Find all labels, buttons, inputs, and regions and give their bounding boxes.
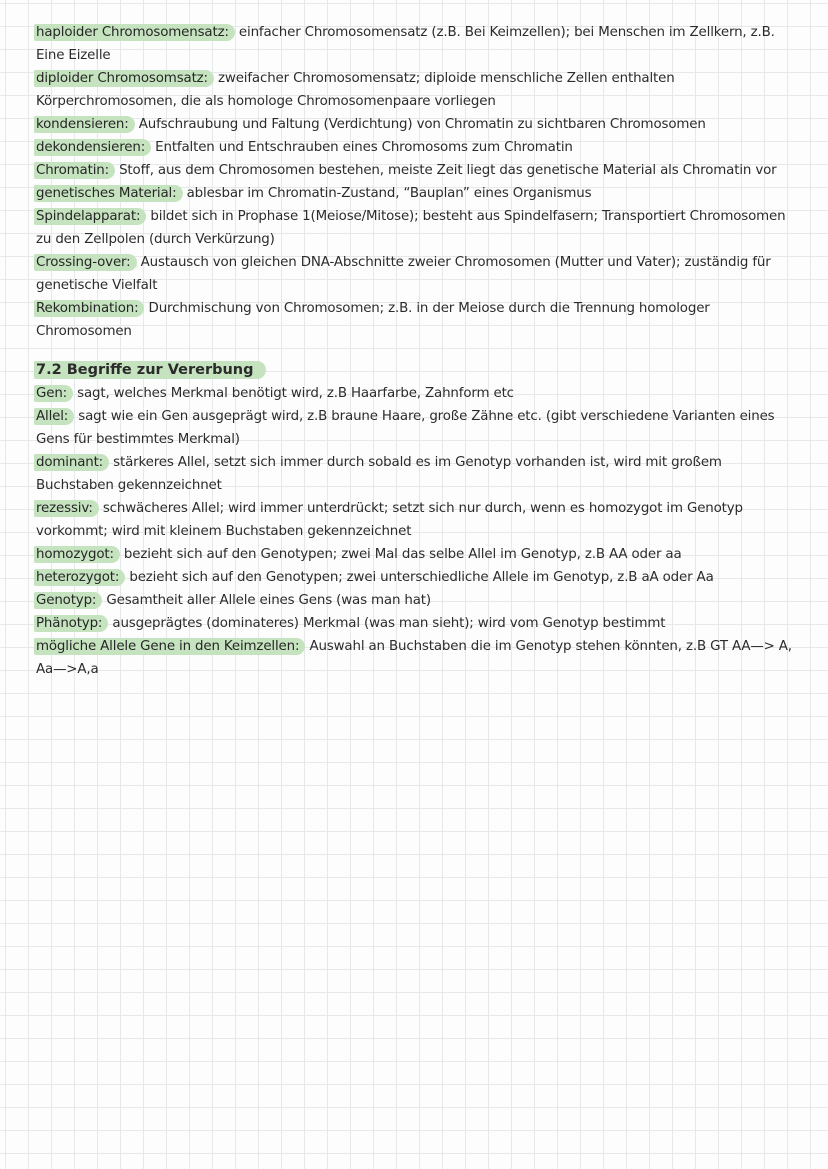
definition-text: Gesamtheit aller Allele eines Gens (was man hat) — [102, 593, 431, 608]
definition-rekombination — [36, 297, 798, 343]
definition-text: schwächeres Allel; wird immer unterdrückt; setzt sich nur durch, wenn es homozygot im Genotyp vorkommt; wird mit kleinem Buchstaben gekennzeichnet — [36, 501, 743, 539]
section-title-highlight: 7.2 Begriffe zur Vererbung — [34, 361, 266, 379]
definition-allel — [36, 405, 798, 451]
definition-dominant — [36, 451, 798, 497]
term-highlight: genetisches Material: — [34, 185, 183, 202]
definition-text: zweifacher Chromosomensatz; diploide menschliche Zellen enthalten Körperchromosomen, die als homologe Chromosomenpaare vorliegen — [36, 71, 675, 109]
definition-text: Stoff, aus dem Chromosomen bestehen, meiste Zeit liegt das genetische Material als Chromatin vor — [114, 163, 777, 178]
term-highlight: Crossing-over: — [34, 254, 137, 271]
definition-text: Auswahl an Buchstaben die im Genotyp stehen könnten, z.B GT AA—> A, Aa—>A,a — [36, 639, 792, 677]
definition-chromatin — [36, 159, 798, 182]
term-highlight: diploider Chromosomsatz: — [34, 70, 214, 87]
definition-phaenotyp — [36, 612, 798, 635]
definitions-block-inheritance — [36, 382, 798, 681]
definition-text: Durchmischung von Chromosomen; z.B. in der Meiose durch die Trennung homologer Chromosomen — [36, 301, 710, 339]
definition-text: ablesbar im Chromatin-Zustand, “Bauplan” eines Organismus — [182, 186, 592, 201]
term-highlight: Allel: — [34, 408, 74, 425]
definition-gen — [36, 382, 798, 405]
definition-text: Austausch von gleichen DNA-Abschnitte zweier Chromosomen (Mutter und Vater); zuständig für genetische Vielfalt — [36, 255, 771, 293]
definition-heterozygot — [36, 566, 798, 589]
term-highlight: Phänotyp: — [34, 615, 108, 632]
term-highlight: Gen: — [34, 385, 73, 402]
definition-moegliche-allele — [36, 635, 798, 681]
definition-spindelapparat — [36, 205, 798, 251]
term-highlight: Chromatin: — [34, 162, 115, 179]
term-highlight: mögliche Allele Gene in den Keimzellen: — [34, 638, 305, 655]
definition-text: stärkeres Allel, setzt sich immer durch sobald es im Genotyp vorhanden ist, wird mit großem Buchstaben gekennzeichnet — [36, 455, 722, 493]
definition-text: sagt, welches Merkmal benötigt wird, z.B Haarfarbe, Zahnform etc — [73, 386, 514, 401]
definition-genotyp — [36, 589, 798, 612]
definition-text: bezieht sich auf den Genotypen; zwei Mal das selbe Allel im Genotyp, z.B AA oder aa — [119, 547, 682, 562]
definition-crossing-over — [36, 251, 798, 297]
definition-haploid — [36, 21, 798, 67]
term-highlight: kondensieren: — [34, 116, 135, 133]
term-highlight: haploider Chromosomensatz: — [34, 24, 235, 41]
definition-text: einfacher Chromosomensatz (z.B. Bei Keimzellen); bei Menschen im Zellkern, z.B. Eine Eizelle — [36, 25, 775, 63]
term-highlight: dominant: — [34, 454, 109, 471]
term-highlight: heterozygot: — [34, 569, 125, 586]
definitions-block-chromosomes — [36, 21, 798, 343]
term-highlight: homozygot: — [34, 546, 120, 563]
definition-dekondensieren — [36, 136, 798, 159]
definition-text: ausgeprägtes (dominateres) Merkmal (was man sieht); wird vom Genotyp bestimmt — [108, 616, 666, 631]
definition-text: bildet sich in Prophase 1(Meiose/Mitose); besteht aus Spindelfasern; Transportiert Chromosomen zu den Zellpolen (durch Verkürzung) — [36, 209, 786, 247]
definition-text: bezieht sich auf den Genotypen; zwei unterschiedliche Allele im Genotyp, z.B aA oder Aa — [125, 570, 714, 585]
definition-rezessiv — [36, 497, 798, 543]
definition-text: Entfalten und Entschrauben eines Chromosoms zum Chromatin — [151, 140, 573, 155]
section-title — [36, 359, 798, 382]
definition-kondensieren — [36, 113, 798, 136]
definition-genetisches-material — [36, 182, 798, 205]
term-highlight: Spindelapparat: — [34, 208, 146, 225]
term-highlight: rezessiv: — [34, 500, 99, 517]
definition-text: Aufschraubung und Faltung (Verdichtung) von Chromatin zu sichtbaren Chromosomen — [134, 117, 706, 132]
term-highlight: dekondensieren: — [34, 139, 151, 156]
definition-text: sagt wie ein Gen ausgeprägt wird, z.B braune Haare, große Zähne etc. (gibt verschiedene Varianten eines Gens für bestimmtes Merkmal) — [36, 409, 775, 447]
term-highlight: Genotyp: — [34, 592, 102, 609]
definition-homozygot — [36, 543, 798, 566]
definition-diploid — [36, 67, 798, 113]
term-highlight: Rekombination: — [34, 300, 144, 317]
